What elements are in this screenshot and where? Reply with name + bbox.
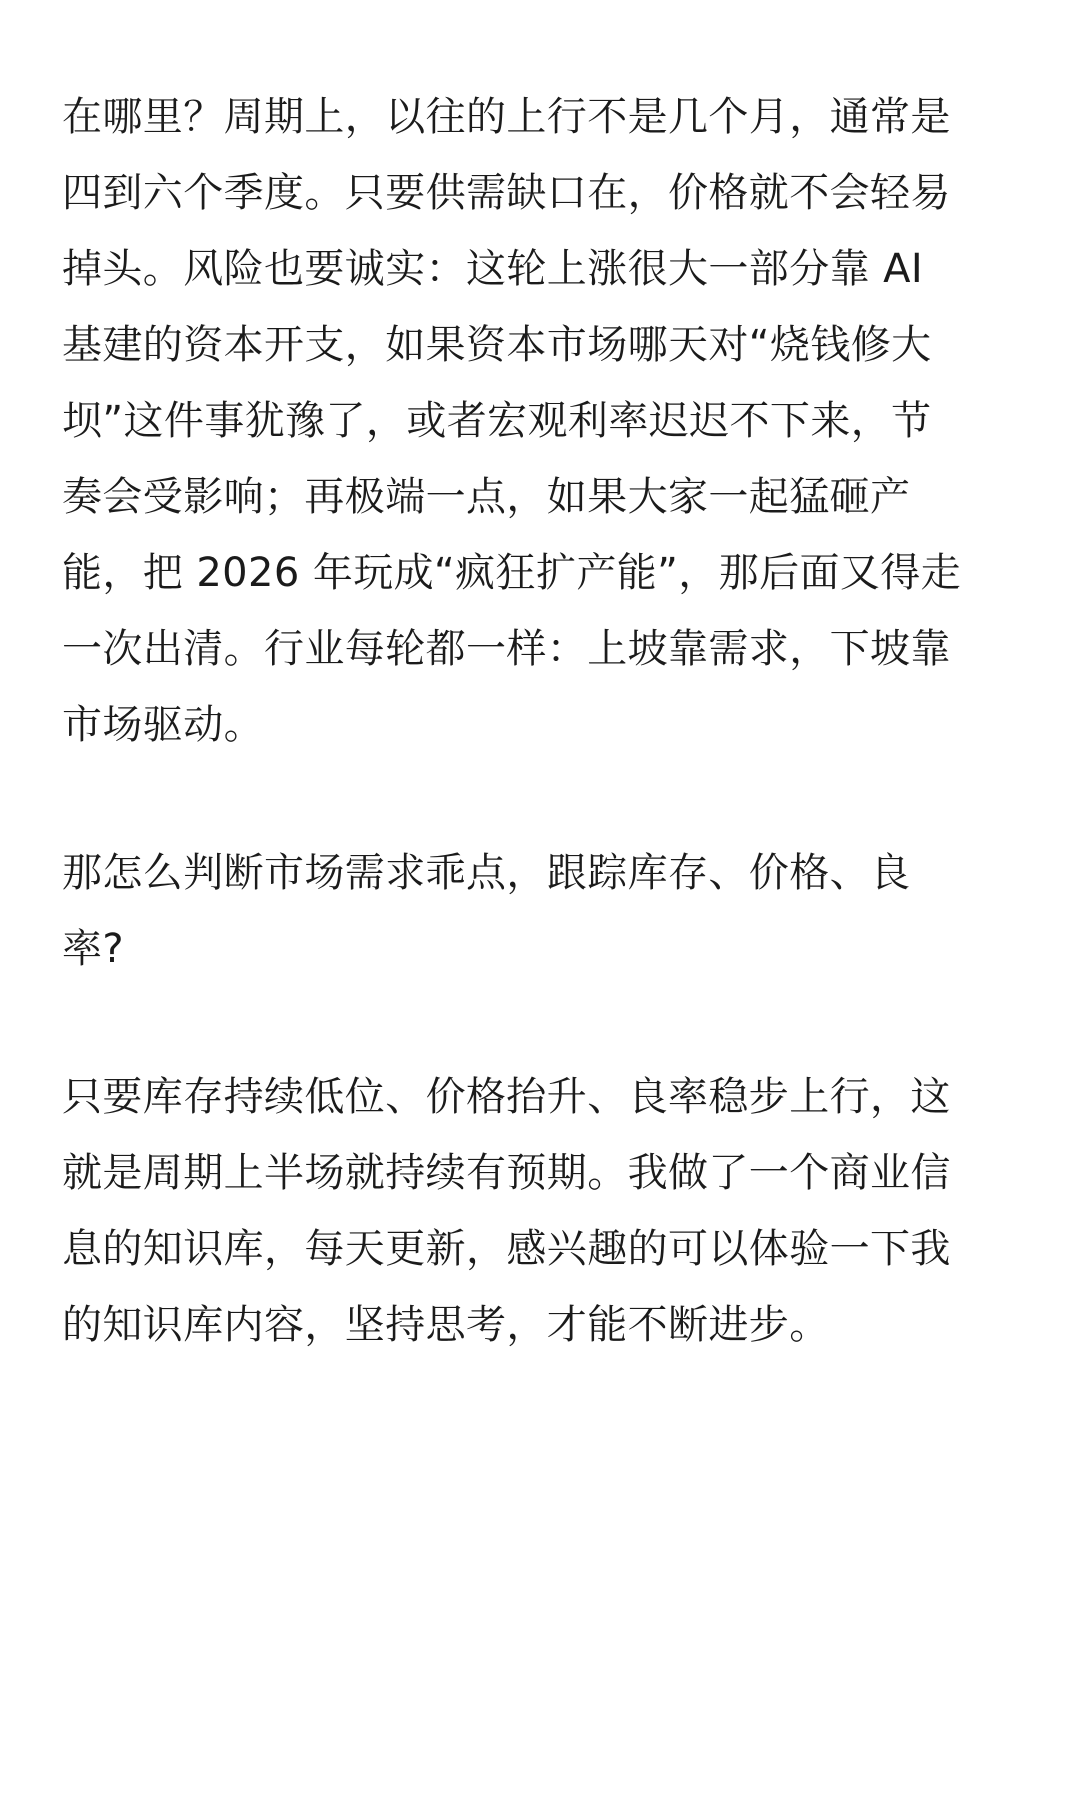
paragraph-outlook-risks: 在哪里？周期上，以往的上行不是几个月，通常是 四到六个季度。只要供需缺口在，价格就不会轻易 掉头。风险也要诚实：这轮上涨很大一部分靠 AI 基建的资本开支，如果资本市场哪天对“烧钱修大 坝”这件事犹豫了，或者宏观利率迟迟不下来，节 奏会受影响；再极端一点，如果大家一起猛砸产 能，把 2026 年玩成“疯狂扩产能”，那后面又得走 一次出清。行业每轮都一样：上坡靠需求，下坡靠 市场驱动。 <box>62 94 962 748</box>
paragraph-conclusion: 只要库存持续低位、价格抬升、良率稳步上行，这 就是周期上半场就持续有预期。我做了一个商业信 息的知识库，每天更新，感兴趣的可以体验一下我 的知识库内容，坚持思考，才能不断进步。 <box>62 1074 951 1348</box>
article-body <box>62 79 1024 1363</box>
paragraph-question: 那怎么判断市场需求乖点，跟踪库存、价格、良 率? <box>62 850 911 972</box>
